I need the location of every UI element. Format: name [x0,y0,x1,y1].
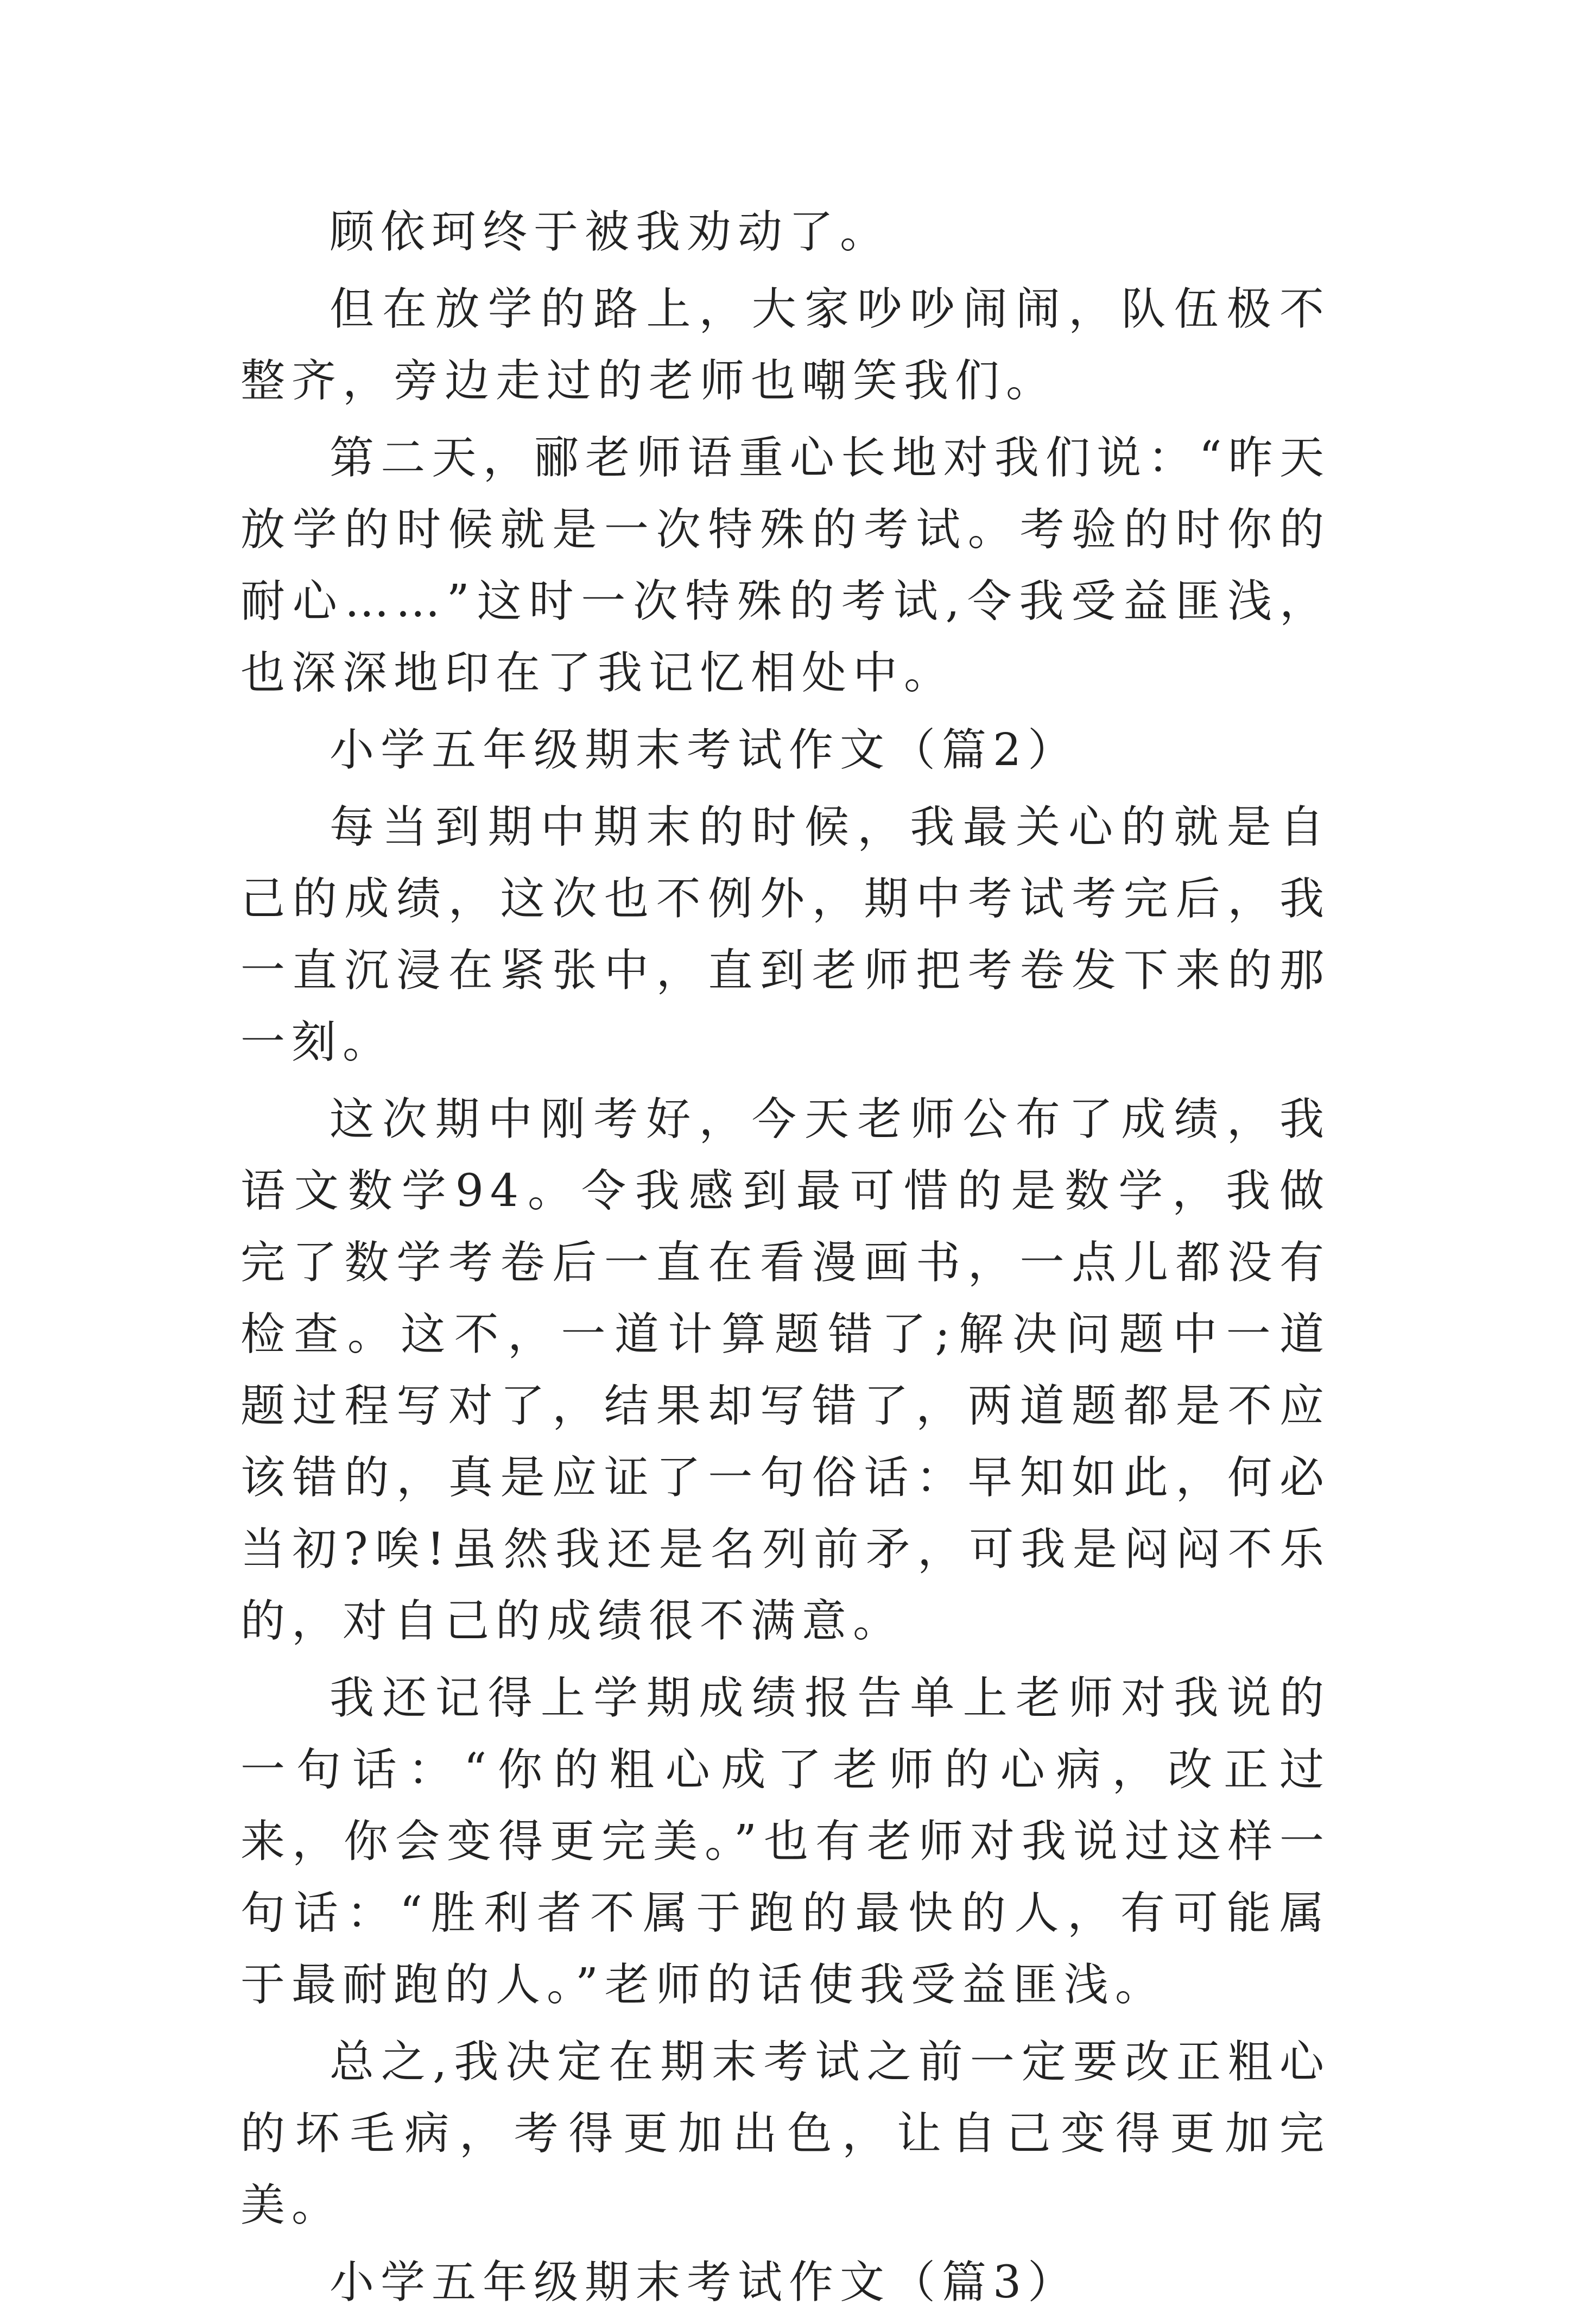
paragraph-2: 但在放学的路上，大家吵吵闹闹，队伍极不整齐，旁边走过的老师也嘲笑我们。 [240,283,1331,407]
paragraph-7: 总之,我决定在期末考试之前一定要改正粗心的坏毛病，考得更加出色，让自己变得更加完美。 [240,2036,1331,2231]
paragraph-4: 每当到期中期末的时候，我最关心的就是自己的成绩，这次也不例外，期中考试考完后，我一直沉浸在紧张中，直到老师把考卷发下来的那一刻。 [240,801,1331,1068]
paragraph-3: 第二天，郦老师语重心长地对我们说：“昨天放学的时候就是一次特殊的考试。考验的时你的耐心……”这时一次特殊的考试,令我受益匪浅，也深深地印在了我记忆相处中。 [240,432,1331,699]
section-heading-3: 小学五年级期末考试作文（篇3） [330,2257,1079,2308]
paragraph-6: 我还记得上学期成绩报告单上老师对我说的一句话：“你的粗心成了老师的心病，改正过来，你会变得更完美。”也有老师对我说过这样一句话：“胜利者不属于跑的最快的人，有可能属于最耐跑的人。”老师的话使我受益匪浅。 [240,1672,1331,2011]
section-heading-2: 小学五年级期末考试作文（篇2） [330,724,1079,776]
document-body [240,197,1331,2324]
paragraph-1: 顾依珂终于被我劝动了。 [330,206,891,258]
paragraph-5: 这次期中刚考好，今天老师公布了成绩，我语文数学94。令我感到最可惜的是数学，我做完了数学考卷后一直在看漫画书，一点儿都没有检查。这不，一道计算题错了;解决问题中一道题过程写对了，结果却写错了，两道题都是不应该错的，真是应证了一句俗话：早知如此，何必当初?唉!虽然我还是名列前矛，可我是闷闷不乐的，对自己的成绩很不满意。 [240,1094,1331,1647]
